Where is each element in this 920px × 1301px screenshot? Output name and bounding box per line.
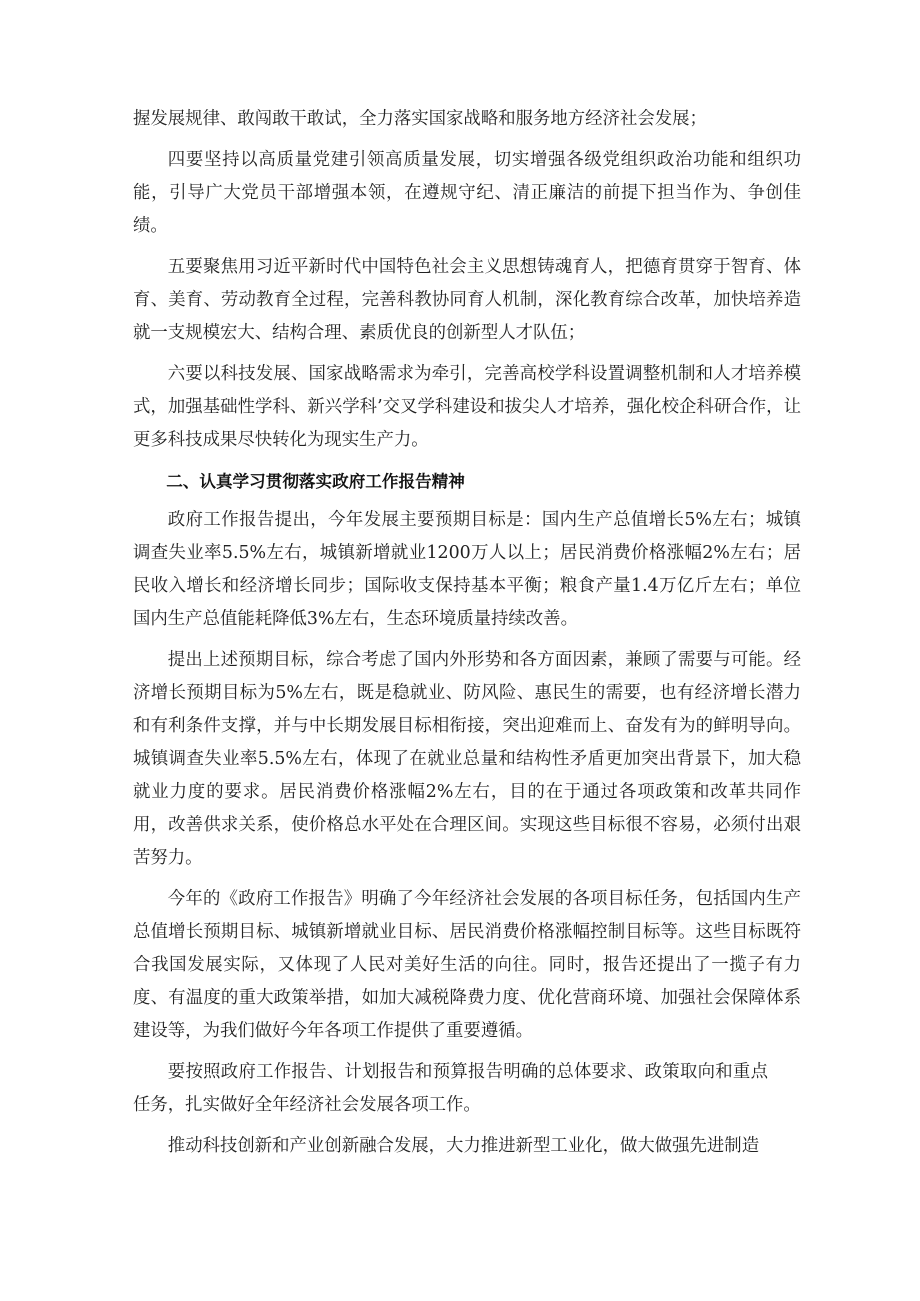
paragraph-continuation: 握发展规律、敢闯敢干敢试，全力落实国家战略和服务地方经济社会发展；	[133, 109, 707, 129]
section-heading: 二、认真学习贯彻落实政府工作报告精神	[166, 472, 465, 491]
document-page	[133, 103, 801, 1171]
paragraph-targets: 政府工作报告提出，今年发展主要预期目标是：国内生产总值增长5%左右；城镇调查失业率5.5%左右，城镇新增就业1200万人以上；居民消费价格涨幅2%左右；居民收入增长和经济增长同步；国际收支保持基本平衡；粮食产量1.4万亿斤左右；单位国内生产总值能耗降低3%左右，生态环境质量持续改善。	[133, 510, 801, 629]
paragraph-report-tasks: 今年的《政府工作报告》明确了今年经济社会发展的各项目标任务，包括国内生产总值增长预期目标、城镇新增就业目标、居民消费价格涨幅控制目标等。这些目标既符合我国发展实际，又体现了人民对美好生活的向往。同时，报告还提出了一揽子有力度、有温度的重大政策举措，如加大减税降费力度、优化营商环境、加强社会保障体系建设等，为我们做好今年各项工作提供了重要遵循。	[133, 889, 801, 1041]
paragraph-party-building: 四要坚持以高质量党建引领高质量发展，切实增强各级党组织政治功能和组织功能，引导广大党员干部增强本领，在遵规守纪、清正廉洁的前提下担当作为、争创佳绩。	[133, 150, 801, 236]
paragraph-overall-requirements: 要按照政府工作报告、计划报告和预算报告明确的总体要求、政策取向和重点任务，扎实做好全年经济社会发展各项工作。	[133, 1062, 768, 1115]
paragraph-innovation: 推动科技创新和产业创新融合发展，大力推进新型工业化，做大做强先进制造	[167, 1136, 760, 1156]
paragraph-target-rationale: 提出上述预期目标，综合考虑了国内外形势和各方面因素，兼顾了需要与可能。经济增长预期目标为5%左右，既是稳就业、防风险、惠民生的需要，也有经济增长潜力和有利条件支撑，并与中长期发展目标相衔接，突出迎难而上、奋发有为的鲜明导向。城镇调查失业率5.5%左右，体现了在就业总量和结构性矛盾更加突出背景下，加大稳就业力度的要求。居民消费价格涨幅2%左右，目的在于通过各项政策和改革共同作用，改善供求关系，使价格总水平处在合理区间。实现这些目标很不容易，必须付出艰苦努力。	[133, 650, 801, 868]
paragraph-science-tech: 六要以科技发展、国家战略需求为牵引，完善高校学科设置调整机制和人才培养模式，加强基础性学科、新兴学科’交叉学科建设和拔尖人才培养，强化校企科研合作，让更多科技成果尽快转化为现实生产力。	[133, 364, 801, 450]
paragraph-education: 五要聚焦用习近平新时代中国特色社会主义思想铸魂育人，把德育贯穿于智育、体育、美育、劳动教育全过程，完善科教协同育人机制，深化教育综合改革，加快培养造就一支规模宏大、结构合理、素质优良的创新型人才队伍；	[133, 257, 801, 343]
